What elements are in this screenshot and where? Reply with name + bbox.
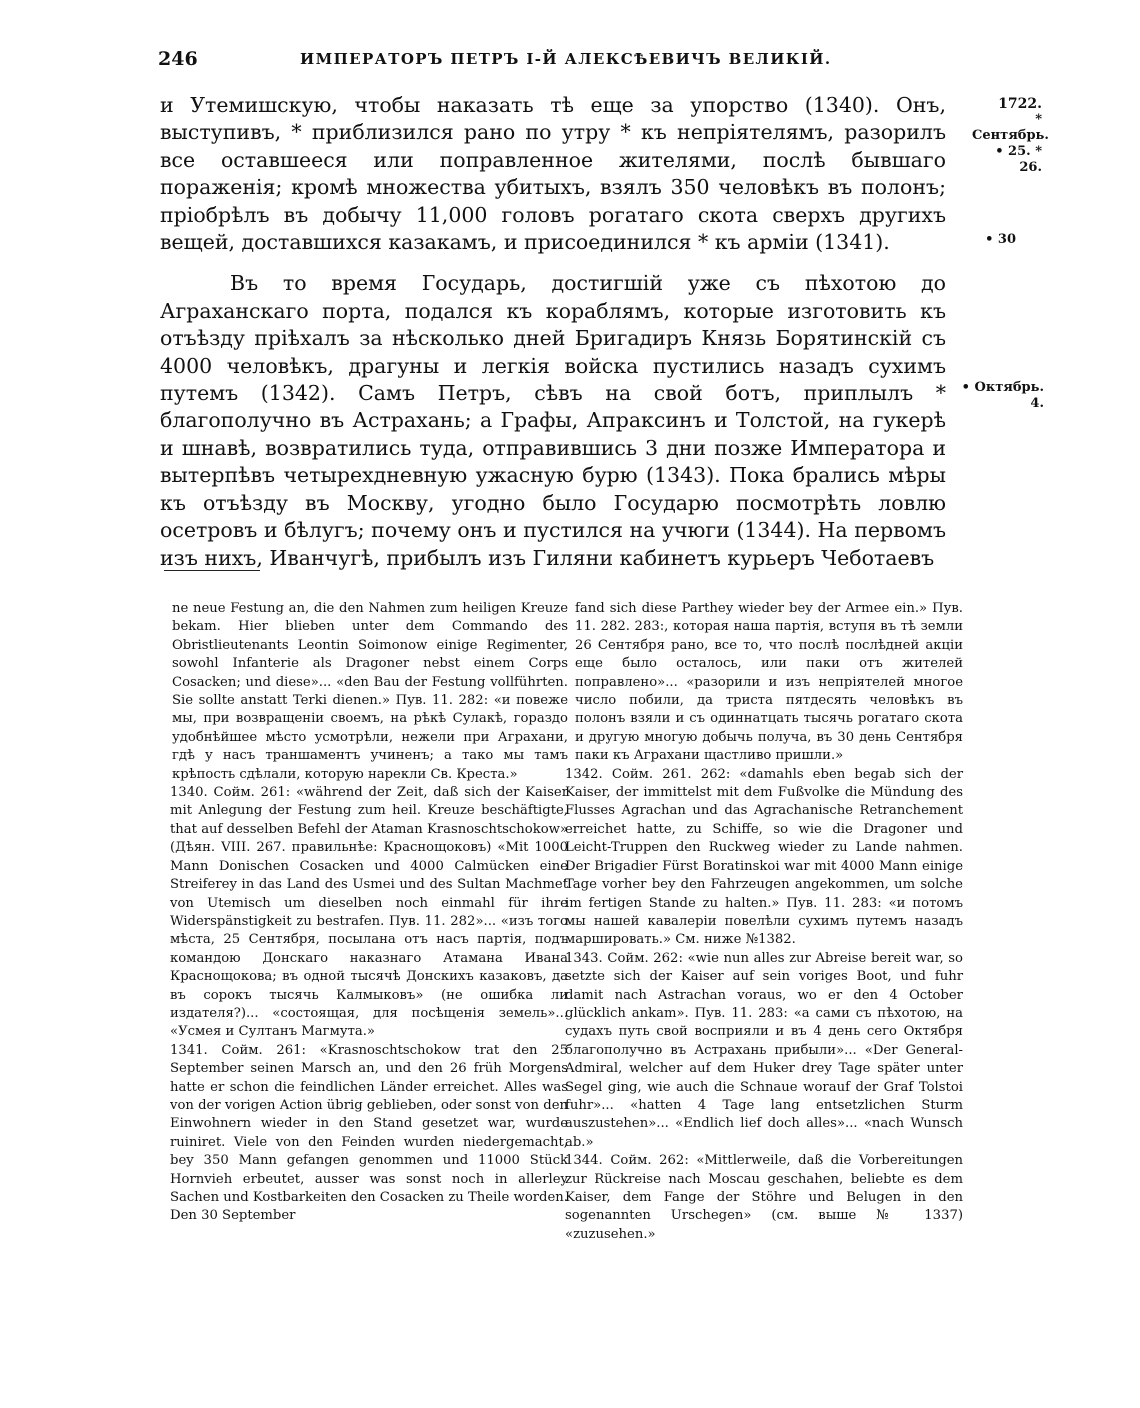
footnote-1341: 1341. Сойм. 261: «Krasnoschtschokow trat den 25 September seinen Marsch an, und den 26 früh Morgens hatte er schon die feindlichen Länder erreichet. Alles was von der vorigen Action übrig geblieben, oder sonst von den Einwohnern wieder in den Stand gesetzet war, wurde ruiniret. Viele von den Feinden wurden niedergemacht, bey 350 Mann gefangen genommen und 11000 Stück Hornvieh erbeutet, ausser was sonst noch in allerley Sachen und Kostbarkeiten den Cosacken zu Theile worden. Den 30 September — [170, 1042, 568, 1224]
page-number: 246 — [158, 48, 198, 70]
footnote-1340: 1340. Сойм. 261: «während der Zeit, daß sich der Kaiser mit Anlegung der Festung zum heil. Kreuze beschäftigte, that auf desselben Befehl der Ataman Krasnoschtschokow» (Дѣян. VIII. 267. правильнѣе: Краснощоковъ) «Mit 1000 Mann Donischen Cosacken und 4000 Calmücken eine Streiferey in das Land des Usmei und des Sultan Machmet von Utemisch um dieselben noch einmahl für ihre Widerspänstigkeit zu bestrafen. Пув. 11. 282»... «изъ того мѣста, 25 Сентября, посылана отъ насъ партія, подъ командою Донскаго наказнаго Атамана Ивана Краснощокова; въ одной тысячѣ Донскихъ казаковъ, да въ сорокъ тысячь Калмыковъ» (не ошибка ли издателя?)... «состоящая, для посѣщенія земель»... «Усмея и Султанъ Магмута.» — [170, 785, 568, 1040]
margin-month-september: * Сентябрь. — [972, 112, 1049, 143]
footnotes-right-column — [565, 600, 963, 1244]
footnote-1342: 1342. Сойм. 261. 262: «damahls eben begab sich der Kaiser, der immittelst mit dem Fußvolke die Mündung des Flusses Agrachan und das Agrachanische Retranchement erreichet hatte, zu Schiffe, so wie die Dragoner und Leicht-Truppen den Ruckweg wieder zu Lande nahmen. Der Brigadier Fürst Boratinskoi war mit 4000 Mann einige Tage vorher bey den Fahrzeugen angekommen, um solche im fertigen Stande zu halten.» Пув. 11. 283: «и потомъ мы нашей кавалеріи повелѣли сухимъ путемъ назадъ маршировать.» См. ниже №1382. — [565, 766, 963, 948]
footnote-1343: 1343. Сойм. 262: «wie nun alles zur Abreise bereit war, so setzte sich der Kaiser auf sein voriges Boot, und fuhr damit nach Astrachan voraus, wo er den 4 October glücklich ankam». Пув. 11. 283: «а сами съ пѣхотою, на судахъ путь свой восприяли и въ 4 день сего Октября благополучно въ Астрахань прибыли»... «Der General-Admiral, welcher auf dem Huker drey Tage später unter Segel ging, wie auch die Schnaue worauf der Graf Tolstoi fuhr»... «hatten 4 Tage lang entsetzlichen Sturm auszustehen»... «Endlich lief doch alles»... «nach Wunsch ab.» — [565, 950, 963, 1150]
footnotes-left-column — [172, 600, 568, 1226]
footnote-1344: 1344. Сойм. 262: «Mittlerweile, daß die Vorbereitungen zur Rückreise nach Moscau geschahen, beliebte es dem Kaiser, dem Fange der Stöhre und Belugen in den sogenannten Urschegen» (см. выше № 1337) «zuzusehen.» — [565, 1153, 963, 1242]
main-text — [160, 92, 946, 572]
main-paragraph-2: Въ то время Государь, достигшій уже съ пѣхотою до Аграханскаго порта, подался къ кораблямъ, которые изготовить къ отъѣзду пріѣхалъ за нѣсколько дней Бригадиръ Князь Борятинскій съ 4000 человѣкъ, драгуны и легкія войска пустились назадъ сухимъ путемъ (1342). Самъ Петръ, сѣвъ на свой ботъ, приплылъ * благополучно въ Астрахань; а Графы, Апраксинъ и Толстой, на гукерѣ и шнавѣ, возвратились туда, отправившись 3 дни позже Императора и вытерпѣвъ четырехдневную ужасную бурю (1343). Пока брались мѣры къ отъѣзду въ Москву, угодно было Государю посмотрѣть ловлю осетровъ и бѣлугъ; почему онъ и пустился на учюги (1344). На первомъ изъ нихъ, Иванчугѣ, прибылъ изъ Гиляни кабинетъ курьеръ Чеботаевъ — [160, 271, 946, 570]
running-title: ИМПЕРАТОРЪ ПЕТРЪ I-Й АЛЕКСѢЕВИЧЪ ВЕЛИКІЙ. — [300, 50, 832, 68]
margin-dates-25-26: • 25. * 26. — [995, 144, 1042, 175]
margin-note-30: • 30 — [985, 232, 1016, 247]
page-header — [158, 48, 958, 74]
margin-note-year — [972, 96, 1049, 176]
margin-note-october: • Октябрь. 4. — [961, 380, 1044, 411]
main-paragraph-1: и Утемишскую, чтобы наказать тѣ еще за упорство (1340). Онъ, выступивъ, * приблизился рано по утру * къ непріятелямъ, разорилъ все оставшееся или поправленное жителями, послѣ бывшаго пораженія; кромѣ множества убитыхъ, взялъ 350 человѣкъ въ полонъ; пріобрѣлъ въ добычу 11,000 головъ рогатаго скота сверхъ другихъ вещей, доставшихся казакамъ, и присоединился * къ арміи (1341). — [160, 93, 946, 255]
footnote-continuation: ne neue Festung an, die den Nahmen zum heiligen Kreuze bekam. Hier blieben unter dem Commando des Obristlieutenants Leontin Soimonow einige Regimenter, sowohl Infanterie als Dragoner nebst einem Corps Cosacken; und diese»... «den Bau der Festung vollführten. Sie sollte anstatt Terki dienen.» Пув. 11. 282: «и повеже мы, при возвращеніи своемъ, на рѣкѣ Сулакѣ, гораздо удобнѣйшее мѣсто усмотрѣли, нежели при Аграхани, гдѣ у насъ траншаментъ учиненъ; а тако мы тамъ крѣпость сдѣлали, которую нарекли Св. Креста.» — [172, 601, 568, 782]
footnote-separator — [164, 570, 260, 571]
margin-year: 1722. — [998, 96, 1042, 112]
footnote-1341-continuation: fand sich diese Parthey wieder bey der Armee ein.» Пув. 11. 282. 283:, которая наша партія, вступя въ тѣ земли 26 Сентября рано, все то, что послѣ послѣдней акціи еще было осталось, или паки отъ жителей поправлено»... «разорили и изъ непріятелей многое число побили, да триста пятдесять человѣкъ въ полонъ взяли и съ одиннатцать тысячь рогатаго скота и другую многую добычь получа, въ 30 день Сентября паки къ Аграхани щастливо пришли.» — [575, 601, 963, 764]
